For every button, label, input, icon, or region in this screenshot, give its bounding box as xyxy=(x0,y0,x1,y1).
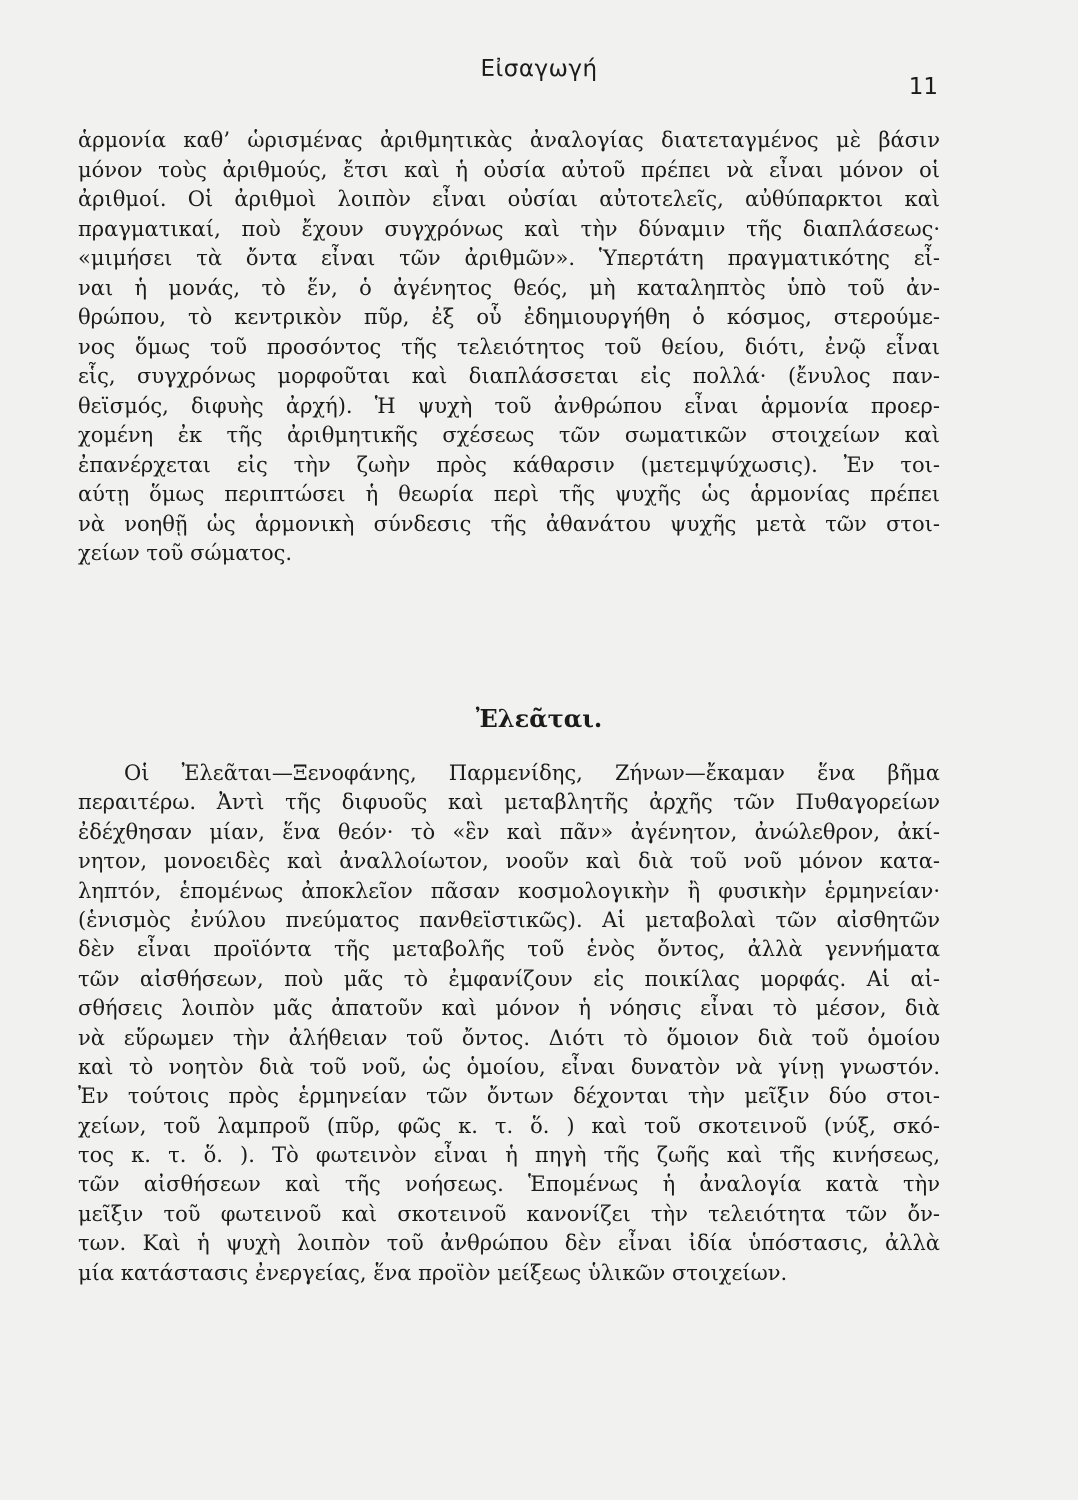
text-line: (ἑνισμὸς ἐνύλου πνεύματος πανθεϊστικῶς). Αἱ μεταβολαὶ τῶν αἰσθητῶν xyxy=(78,907,940,932)
text-line: πραγματικαί, ποὺ ἔχουν συγχρόνως καὶ τὴν δύναμιν τῆς διαπλάσεως· xyxy=(78,216,940,241)
text-line: Ἐν τούτοις πρὸς ἑρμηνείαν τῶν ὄντων δέχονται τὴν μεῖξιν δύο στοι- xyxy=(78,1084,940,1109)
text-line: τῶν αἰσθήσεων καὶ τῆς νοήσεως. Ἑπομένως ἡ ἀναλογία κατὰ τὴν xyxy=(78,1172,940,1197)
text-line: ἐπανέρχεται εἰς τὴν ζωὴν πρὸς κάθαρσιν (μετεμψύχωσις). Ἐν τοι- xyxy=(78,452,940,477)
text-line: χομένη ἐκ τῆς ἀριθμητικῆς σχέσεως τῶν σωματικῶν στοιχείων καὶ xyxy=(78,423,940,447)
text-line: «μιμήσει τὰ ὄντα εἶναι τῶν ἀριθμῶν». Ὑπερτάτη πραγματικότης εἶ- xyxy=(78,246,940,270)
text-line: ἁρμονία καθ’ ὡρισμένας ἀριθμητικὰς ἀναλογίας διατεταγμένος μὲ βάσιν xyxy=(78,128,940,152)
text-line: χείων, τοῦ λαμπροῦ (πῦρ, φῶς κ. τ. ὅ. ) καὶ τοῦ σκοτεινοῦ (νύξ, σκό- xyxy=(78,1113,940,1138)
text-line: μεῖξιν τοῦ φωτεινοῦ καὶ σκοτεινοῦ κανονίζει τὴν τελειότητα τῶν ὄν- xyxy=(78,1201,940,1226)
running-title: Εἰσαγωγή xyxy=(480,56,598,82)
text-line: μία κατάστασις ἐνεργείας, ἕνα προϊὸν μείξεως ὑλικῶν στοιχείων. xyxy=(78,1260,788,1285)
text-line: νητον, μονοειδὲς καὶ ἀναλλοίωτον, νοοῦν καὶ διὰ τοῦ νοῦ μόνον κατα- xyxy=(78,849,940,874)
text-line: καὶ τὸ νοητὸν διὰ τοῦ νοῦ, ὡς ὁμοίου, εἶναι δυνατὸν νὰ γίνῃ γνωστόν. xyxy=(78,1054,940,1079)
text-line: ἀριθμοί. Οἱ ἀριθμοὶ λοιπὸν εἶναι οὐσίαι αὐτοτελεῖς, αὐθύπαρκτοι καὶ xyxy=(78,187,940,211)
text-line: των. Καὶ ἡ ψυχὴ λοιπὸν τοῦ ἀνθρώπου δὲν εἶναι ἰδία ὑπόστασις, ἀλλὰ xyxy=(78,1231,940,1256)
text-line: νὰ εὕρωμεν τὴν ἀλήθειαν τοῦ ὄντος. Διότι τὸ ὅμοιον διὰ τοῦ ὁμοίου xyxy=(78,1025,940,1050)
text-line: δὲν εἶναι προϊόντα τῆς μεταβολῆς τοῦ ἑνὸς ὄντος, ἀλλὰ γεννήματα xyxy=(78,937,940,962)
text-line: περαιτέρω. Ἀντὶ τῆς διφυοῦς καὶ μεταβλητῆς ἀρχῆς τῶν Πυθαγορείων xyxy=(78,790,940,815)
text-line: εἷς, συγχρόνως μορφοῦται καὶ διαπλάσσεται εἰς πολλά· (ἔνυλος παν- xyxy=(78,364,940,388)
paragraph-eleatics xyxy=(78,759,940,1288)
text-line: ἐδέχθησαν μίαν, ἕνα θεόν· τὸ «ἓν καὶ πᾶν» ἀγένητον, ἀνώλεθρον, ἀκί- xyxy=(78,819,940,844)
text-line: αύτῃ ὅμως περιπτώσει ἡ θεωρία περὶ τῆς ψυχῆς ὡς ἁρμονίας πρέπει xyxy=(78,482,940,506)
text-line: μόνον τοὺς ἀριθμούς, ἔτσι καὶ ἡ οὐσία αὐτοῦ πρέπει νὰ εἶναι μόνον οἱ xyxy=(78,157,940,182)
text-line: τος κ. τ. ὅ. ). Τὸ φωτεινὸν εἶναι ἡ πηγὴ τῆς ζωῆς καὶ τῆς κινήσεως, xyxy=(78,1143,940,1168)
text-line: Οἱ Ἐλεᾶται—Ξενοφάνης, Παρμενίδης, Ζήνων—ἔκαμαν ἕνα βῆμα xyxy=(124,761,940,785)
section-heading: Ἐλεᾶται. xyxy=(475,704,603,733)
text-line: σθήσεις λοιπὸν μᾶς ἀπατοῦν καὶ μόνον ἡ νόησις εἶναι τὸ μέσον, διὰ xyxy=(78,996,940,1021)
paragraph-pythagoreans xyxy=(78,126,940,569)
text-line: χείων τοῦ σώματος. xyxy=(78,541,293,565)
text-line: νος ὅμως τοῦ προσόντος τῆς τελειότητος τοῦ θείου, διότι, ἐνῷ εἶναι xyxy=(78,334,940,359)
page-number: 11 xyxy=(908,74,938,100)
text-line: ναι ἡ μονάς, τὸ ἕν, ὁ ἀγένητος θεός, μὴ καταληπτὸς ὑπὸ τοῦ ἀν- xyxy=(78,275,940,300)
text-line: τῶν αἰσθήσεων, ποὺ μᾶς τὸ ἐμφανίζουν εἰς ποικίλας μορφάς. Αἱ αἰ- xyxy=(78,966,940,991)
text-line: νὰ νοηθῇ ὡς ἁρμονικὴ σύνδεσις τῆς ἀθανάτου ψυχῆς μετὰ τῶν στοι- xyxy=(78,511,940,536)
text-line: θρώπου, τὸ κεντρικὸν πῦρ, ἐξ οὗ ἐδημιουργήθη ὁ κόσμος, στερούμε- xyxy=(78,305,940,329)
text-line: ληπτόν, ἑπομένως ἀποκλεῖον πᾶσαν κοσμολογικὴν ἢ φυσικὴν ἑρμηνείαν· xyxy=(78,878,940,903)
text-line: θεϊσμός, διφυὴς ἀρχή). Ἡ ψυχὴ τοῦ ἀνθρώπου εἶναι ἁρμονία προερ- xyxy=(78,393,940,418)
